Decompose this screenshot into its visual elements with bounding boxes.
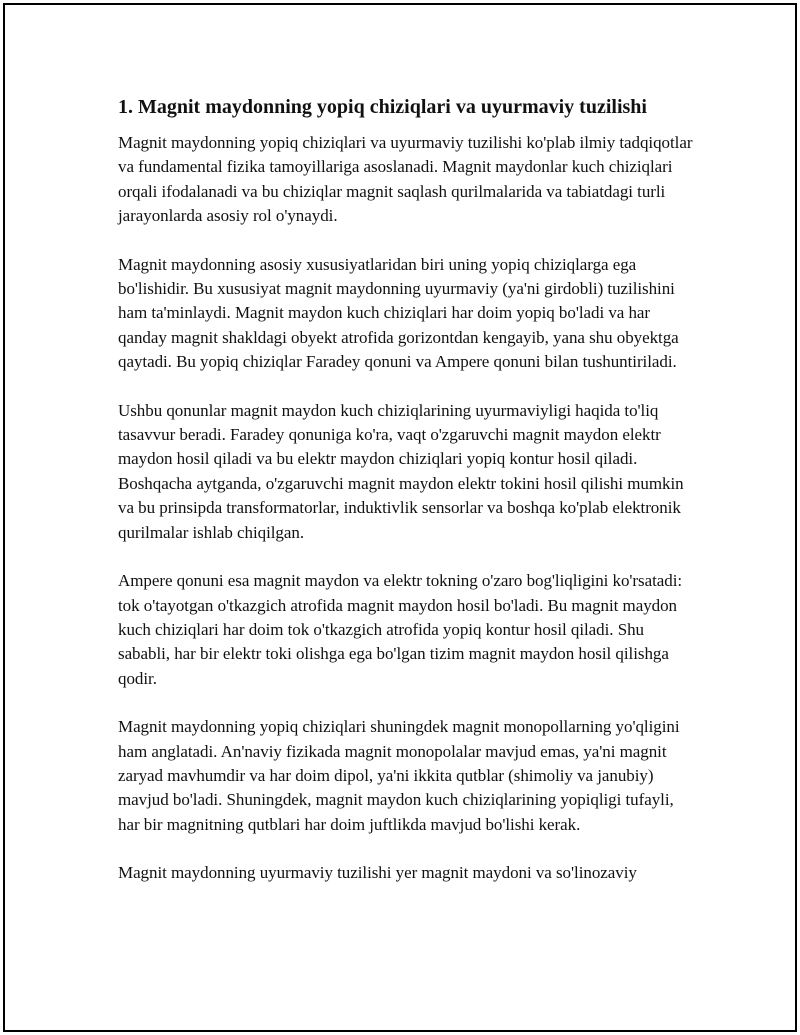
document-body (118, 93, 698, 910)
section-heading: 1. Magnit maydonning yopiq chiziqlari va uyurmaviy tuzilishi (118, 96, 647, 118)
paragraph-1: Magnit maydonning yopiq chiziqlari va uyurmaviy tuzilishi ko'plab ilmiy tadqiqotlar va fundamental fizika tamoyillariga asoslanadi. Magnit maydonlar kuch chiziqlari orqali ifodalanadi va bu chiziqlar magnit saqlash qurilmalarida va tabiatdagi turli jarayonlarda asosiy rol o'ynaydi. (118, 133, 693, 226)
paragraph-3: Ushbu qonunlar magnit maydon kuch chiziqlarining uyurmaviyligi haqida to'liq tasavvur beradi. Faradey qonuniga ko'ra, vaqt o'zgaruvchi magnit maydon elektr maydon hosil qiladi va bu elektr maydon chiziqlari yopiq kontur hosil qiladi. Boshqacha aytganda, o'zgaruvchi magnit maydon elektr tokini hosil qilishi mumkin va bu prinsipda transformatorlar, induktivlik sensorlar va boshqa ko'plab elektronik qurilmalar ishlab chiqilgan. (118, 400, 684, 542)
paragraph-6: Magnit maydonning uyurmaviy tuzilishi yer magnit maydoni va so'linozaviy (118, 863, 637, 883)
paragraph-2: Magnit maydonning asosiy xususiyatlaridan biri uning yopiq chiziqlarga ega bo'lishidir. Bu xususiyat magnit maydonning uyurmaviy (ya'ni girdobli) tuzilishini ham ta'minlaydi. Magnit maydon kuch chiziqlari har doim yopiq bo'ladi va har qanday magnit shakldagi obyekt atrofida gorizontdan kengayib, yana shu obyektga qaytadi. Bu yopiq chiziqlar Faradey qonuni va Ampere qonuni bilan tushuntiriladi. (118, 254, 679, 372)
paragraph-5: Magnit maydonning yopiq chiziqlari shuningdek magnit monopollarning yo'qligini ham anglatadi. An'naviy fizikada magnit monopolalar mavjud emas, ya'ni magnit zaryad mavhumdir va har doim dipol, ya'ni ikkita qutblar (shimoliy va janubiy) mavjud bo'ladi. Shuningdek, magnit maydon kuch chiziqlarining yopiqligi tufayli, har bir magnitning qutblari har doim juftlikda mavjud bo'lishi kerak. (118, 717, 680, 834)
paragraph-4: Ampere qonuni esa magnit maydon va elektr tokning o'zaro bog'liqligini ko'rsatadi: tok o'tayotgan o'tkazgich atrofida magnit maydon hosil bo'ladi. Bu magnit maydon kuch chiziqlari har doim tok o'tkazgich atrofida yopiq kontur hosil qiladi. Shu sababli, har bir elektr toki olishga ega bo'lgan tizim magnit maydon hosil qilishga qodir. (118, 571, 683, 688)
